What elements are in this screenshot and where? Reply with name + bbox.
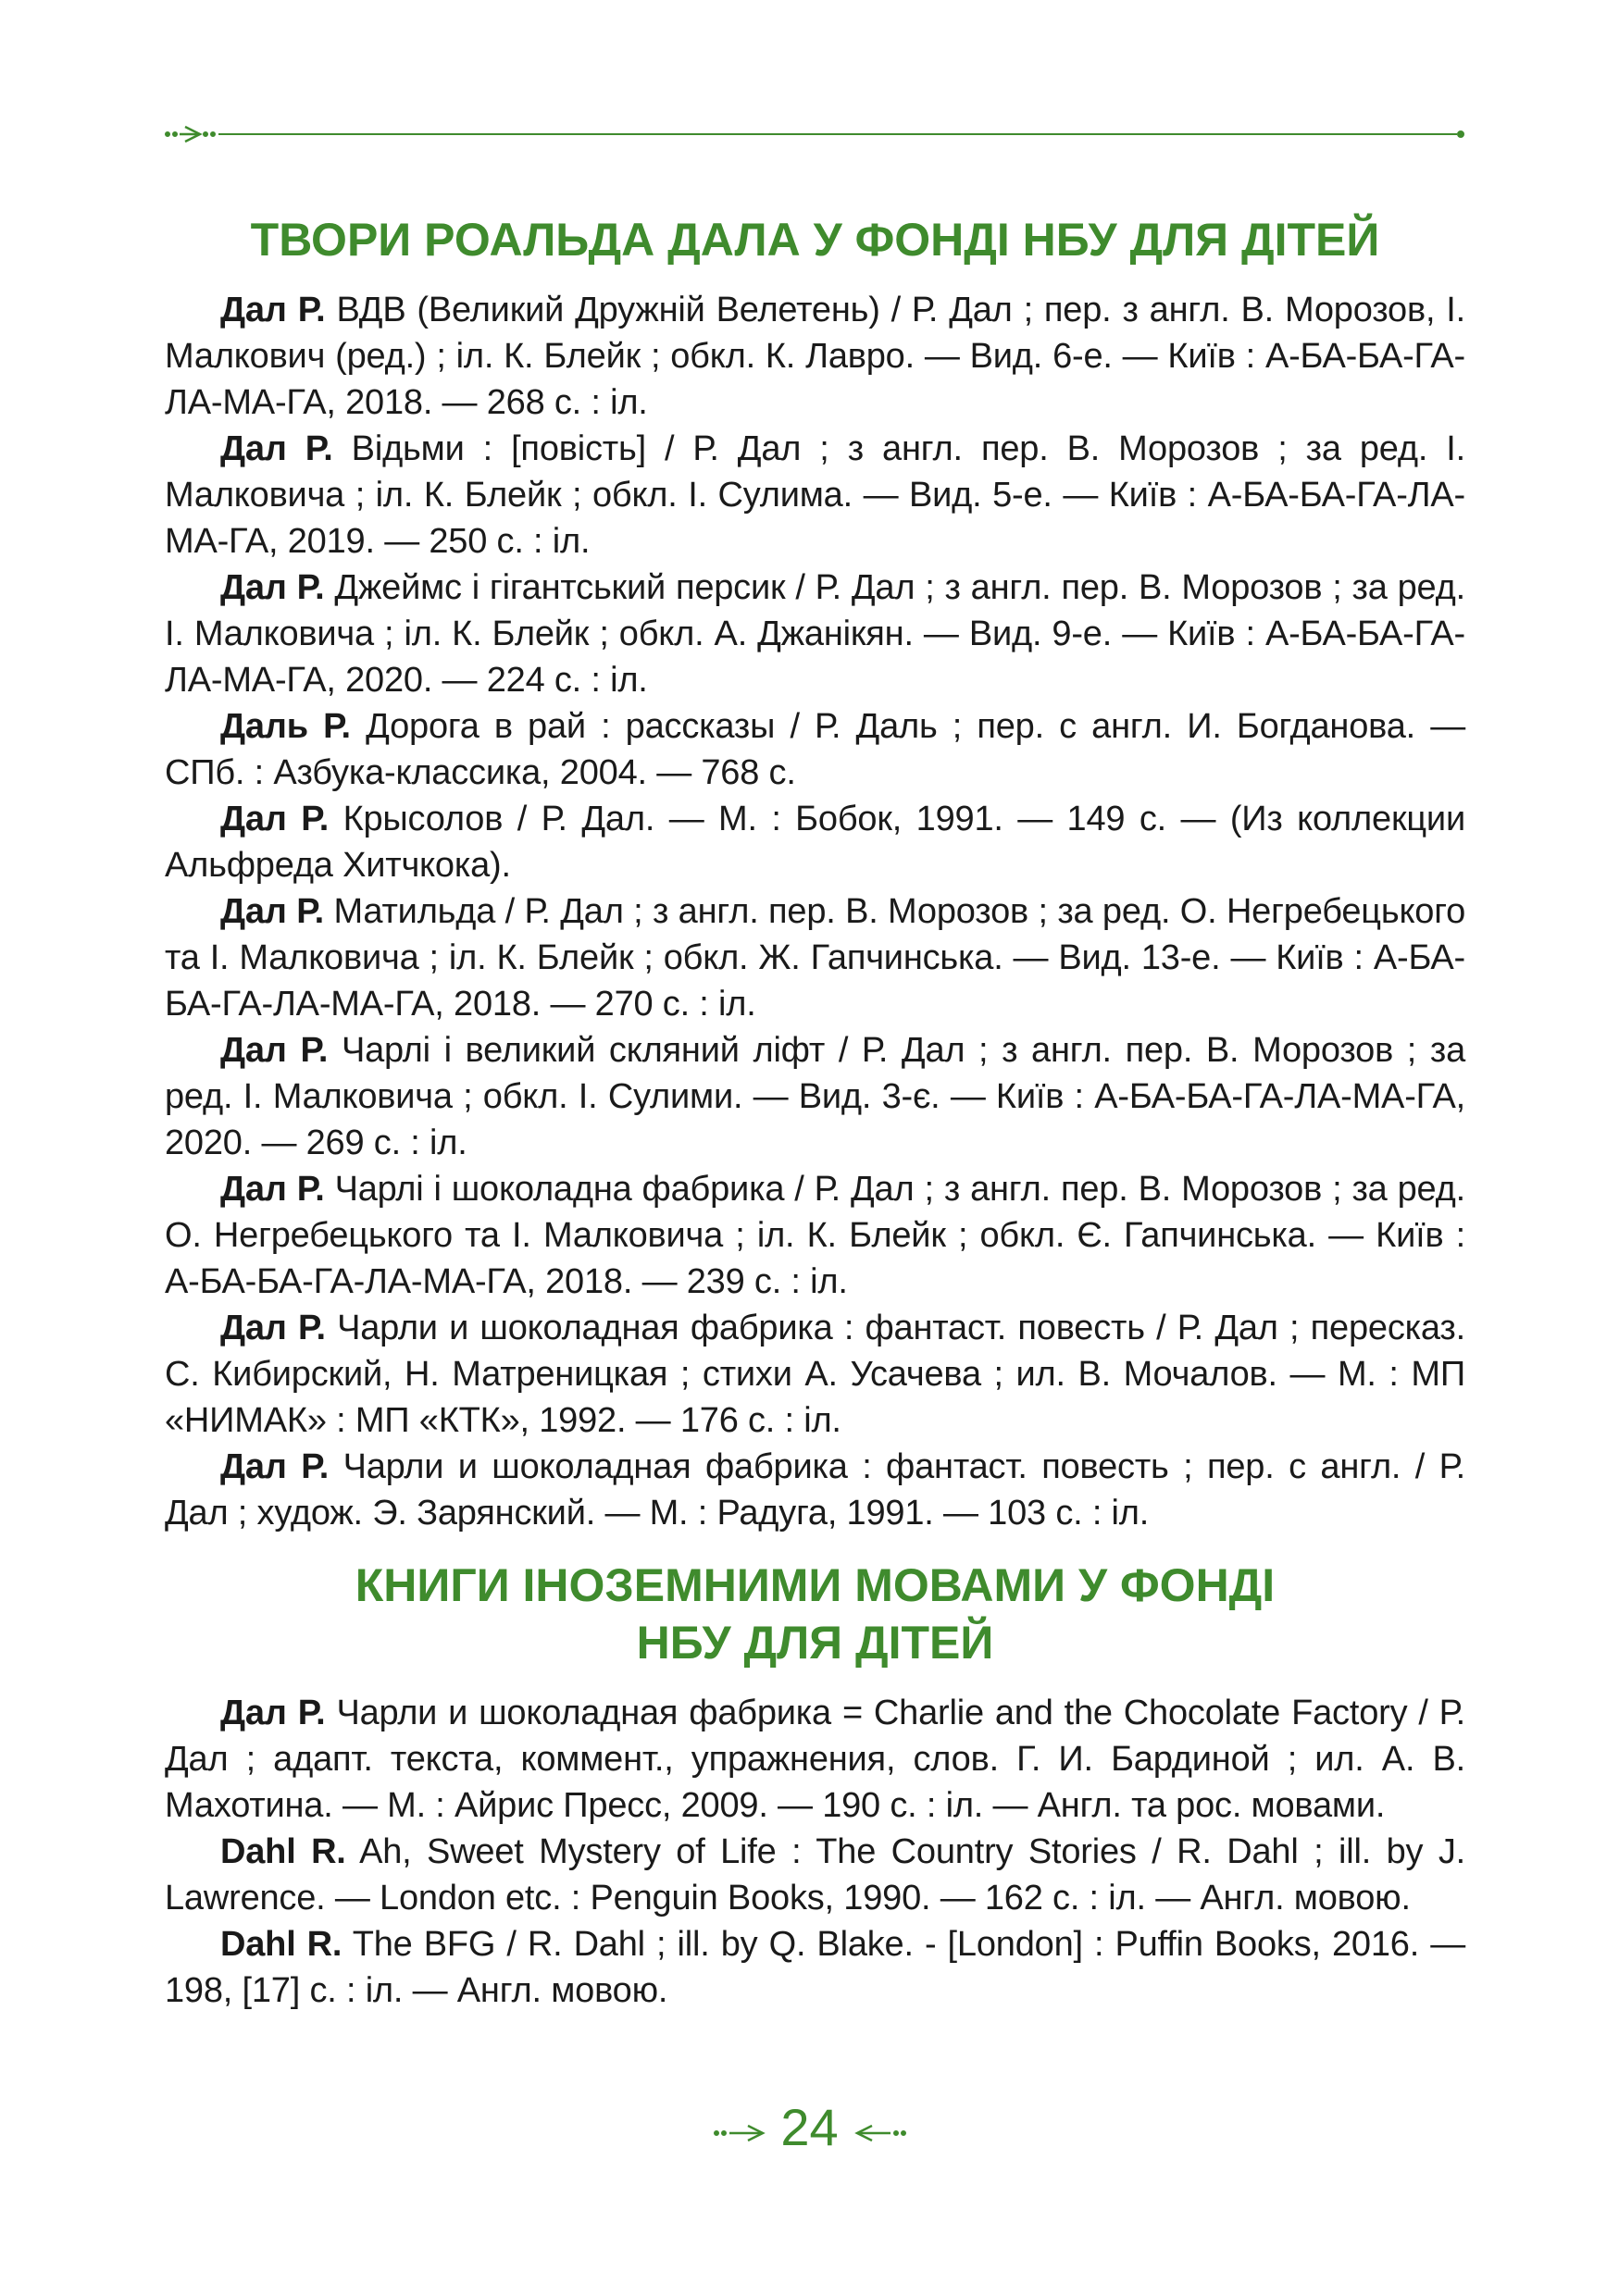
foreign-books-list <box>165 1690 1465 2014</box>
bibliography-entry <box>165 1829 1465 1921</box>
bibliography-entry <box>165 1444 1465 1536</box>
entry-description: Дорога в рай : рассказы / Р. Даль ; пер. с англ. И. Богданова. — СПб. : Азбука-классика, 2004. — 768 с. <box>165 707 1465 792</box>
entry-author: Дал Р. <box>220 1031 329 1070</box>
section-title-line-2: НБУ ДЛЯ ДІТЕЙ <box>636 1617 994 1669</box>
bibliography-entry <box>165 1690 1465 1829</box>
entry-description: Ah, Sweet Mystery of Life : The Country Stories / R. Dahl ; ill. by J. Lawrence. — London etc. : Penguin Books, 1990. — 162 с. : іл. — Англ. мовою. <box>165 1832 1465 1917</box>
entry-author: Дал Р. <box>220 1447 330 1486</box>
bibliography-entry <box>165 1027 1465 1166</box>
entry-description: Джеймс і гігантський персик / Р. Дал ; з англ. пер. В. Морозов ; за ред. І. Малковича ; іл. К. Блейк ; обкл. А. Джанікян. — Вид. 9-е. — Київ : А-БА-БА-ГА-ЛА-МА-ГА, 2020. — 224 с. : іл. <box>165 568 1465 700</box>
section-title-foreign-books <box>165 1557 1465 1671</box>
entry-author: Dahl R. <box>220 1925 342 1964</box>
bibliography-entry <box>165 1166 1465 1305</box>
entry-author: Дал Р. <box>220 1309 326 1347</box>
entry-description: Чарлі і шоколадна фабрика / Р. Дал ; з англ. пер. В. Морозов ; за ред. О. Негребецького та І. Малковича ; іл. К. Блейк ; обкл. Є. Гапчинська. — Київ : А-БА-БА-ГА-ЛА-МА-ГА, 2018. — 239 с. : іл. <box>165 1170 1465 1301</box>
entry-author: Дал Р. <box>220 568 325 607</box>
entry-description: ВДВ (Великий Дружній Велетень) / Р. Дал ; пер. з англ. В. Морозов, І. Малкович (ред.) ; іл. К. Блейк ; обкл. К. Лавро. — Вид. 6-е. — Київ : А-БА-БА-ГА-ЛА-МА-ГА, 2018. — 268 с. : іл. <box>165 291 1465 422</box>
entry-author: Дал Р. <box>220 429 333 468</box>
entry-author: Дал Р. <box>220 1694 326 1732</box>
entry-description: Чарлі і великий скляний ліфт / Р. Дал ; з англ. пер. В. Морозов ; за ред. І. Малковича ; обкл. І. Сулими. — Вид. 3-є. — Київ : А-БА-БА-ГА-ЛА-МА-ГА, 2020. — 269 с. : іл. <box>165 1031 1465 1162</box>
works-list <box>165 287 1465 1536</box>
entry-description: Чарли и шоколадная фабрика : фантаст. повесть / Р. Дал ; пересказ. С. Кибирский, Н. Матреницкая ; стихи А. Усачева ; ил. В. Мочалов. — М. : МП «НИМАК» : МП «КТК», 1992. — 176 с. : іл. <box>165 1309 1465 1440</box>
entry-description: Чарли и шоколадная фабрика = Charlie and the Chocolate Factory / Р. Дал ; адапт. текста, коммент., упражнения, слов. Г. И. Бардиной ; ил. А. В. Махотина. — М. : Айрис Пресс, 2009. — 190 с. : іл. — Англ. та рос. мовами. <box>165 1694 1465 1825</box>
entry-author: Дал Р. <box>220 892 325 931</box>
bibliography-entry <box>165 426 1465 565</box>
entry-author: Дал Р. <box>220 291 326 329</box>
header-ornament-rule <box>165 122 1465 146</box>
bibliography-entry <box>165 1921 1465 2014</box>
entry-description: Крысолов / Р. Дал. — М. : Бобок, 1991. — 149 с. — (Из коллекции Альфреда Хитчкока). <box>165 800 1465 885</box>
entry-author: Dahl R. <box>220 1832 346 1871</box>
section-title-works: ТВОРИ РОАЛЬДА ДАЛА У ФОНДІ НБУ ДЛЯ ДІТЕЙ <box>250 214 1380 266</box>
entry-description: Чарли и шоколадная фабрика : фантаст. повесть ; пер. с англ. / Р. Дал ; худож. Э. Зарянский. — М. : Радуга, 1991. — 103 с. : іл. <box>165 1447 1465 1533</box>
bibliography-entry <box>165 703 1465 796</box>
entry-author: Даль Р. <box>220 707 351 746</box>
bibliography-entry <box>165 565 1465 703</box>
page-content <box>165 211 1465 2014</box>
bibliography-entry <box>165 1305 1465 1444</box>
arrow-rule-icon <box>166 127 1464 142</box>
page-number: 24 <box>780 2098 839 2156</box>
bibliography-entry <box>165 287 1465 426</box>
entry-description: Матильда / Р. Дал ; з англ. пер. В. Морозов ; за ред. О. Негребецького та І. Малковича ; іл. К. Блейк ; обкл. Ж. Гапчинська. — Вид. 13-е. — Київ : А-БА-БА-ГА-ЛА-МА-ГА, 2018. — 270 с. : іл. <box>165 892 1466 1024</box>
section-title-line-1: КНИГИ ІНОЗЕМНИМИ МОВАМИ У ФОНДІ <box>355 1559 1276 1611</box>
bibliography-entry <box>165 888 1465 1027</box>
entry-description: Відьми : [повість] / Р. Дал ; з англ. пер. В. Морозов ; за ред. І. Малковича ; іл. К. Блейк ; обкл. І. Сулима. — Вид. 5-е. — Київ : А-БА-БА-ГА-ЛА-МА-ГА, 2019. — 250 с. : іл. <box>165 429 1465 561</box>
entry-description: The BFG / R. Dahl ; ill. by Q. Blake. - [London] : Puffin Books, 2016. — 198, [17] с. : іл. — Англ. мовою. <box>165 1925 1465 2010</box>
entry-author: Дал Р. <box>220 1170 325 1209</box>
entry-author: Дал Р. <box>220 800 330 838</box>
bibliography-entry <box>165 796 1465 888</box>
